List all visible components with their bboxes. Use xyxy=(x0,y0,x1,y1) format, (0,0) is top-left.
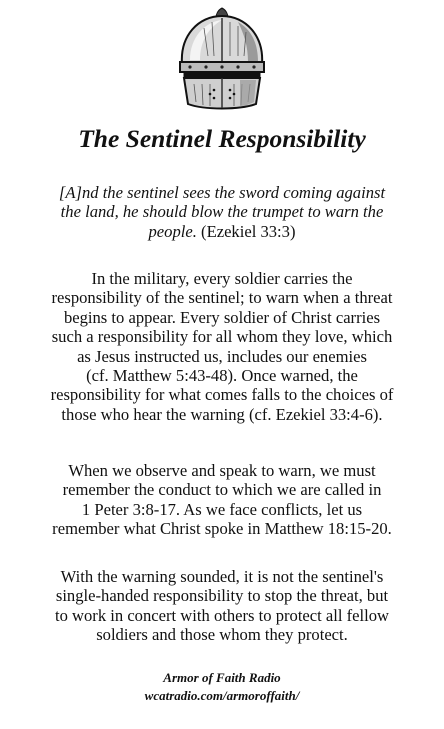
paragraph-line: With the warning sounded, it is not the sentinel's xyxy=(60,567,384,586)
paragraph-line: those who hear the warning (cf. Ezekiel 33:4-6). xyxy=(61,404,383,424)
paragraph-line: In the military, every soldier carries the xyxy=(91,269,353,288)
scripture-quote xyxy=(14,183,430,241)
scripture-reference: (Ezekiel 33:3) xyxy=(196,221,296,241)
footer-publisher: Armor of Faith Radio xyxy=(163,670,281,685)
paragraph-line: begins to appear. Every soldier of Christ carries xyxy=(63,307,381,327)
knight-helmet-icon xyxy=(168,6,276,112)
paragraph-line: to work in concert with others to protect all fellow xyxy=(54,605,390,625)
scripture-line: people. xyxy=(148,221,197,241)
paragraph-line: single-handed responsibility to stop the threat, but xyxy=(55,586,389,606)
paragraph-line: 1 Peter 3:8-17. As we face conflicts, let us xyxy=(81,499,363,519)
paragraph-line: (cf. Matthew 5:43-48). Once warned, the xyxy=(86,366,358,386)
body-paragraph-1 xyxy=(14,269,430,424)
paragraph-line: soldiers and those whom they protect. xyxy=(96,625,348,645)
paragraph-line: When we observe and speak to warn, we must xyxy=(68,461,376,480)
page-title: The Sentinel Responsibility xyxy=(78,124,366,153)
paragraph-line: such a responsibility for all whom they love, which xyxy=(51,327,393,347)
scripture-line: [A]nd the sentinel sees the sword coming against xyxy=(58,183,386,202)
footer-url: wcatradio.com/armoroffaith/ xyxy=(144,688,300,703)
body-paragraph-3 xyxy=(14,567,430,645)
paragraph-line: remember the conduct to which we are called in xyxy=(62,480,382,500)
paragraph-line: remember what Christ spoke in Matthew 18:15-20. xyxy=(52,519,392,539)
paragraph-line: responsibility of the sentinel; to warn when a threat xyxy=(51,288,393,308)
paragraph-line: responsibility for what comes falls to the choices of xyxy=(50,385,394,405)
scripture-line: the land, he should blow the trumpet to warn the xyxy=(60,202,384,222)
paragraph-line: as Jesus instructed us, includes our enemies xyxy=(77,346,367,366)
body-paragraph-2 xyxy=(14,461,430,539)
